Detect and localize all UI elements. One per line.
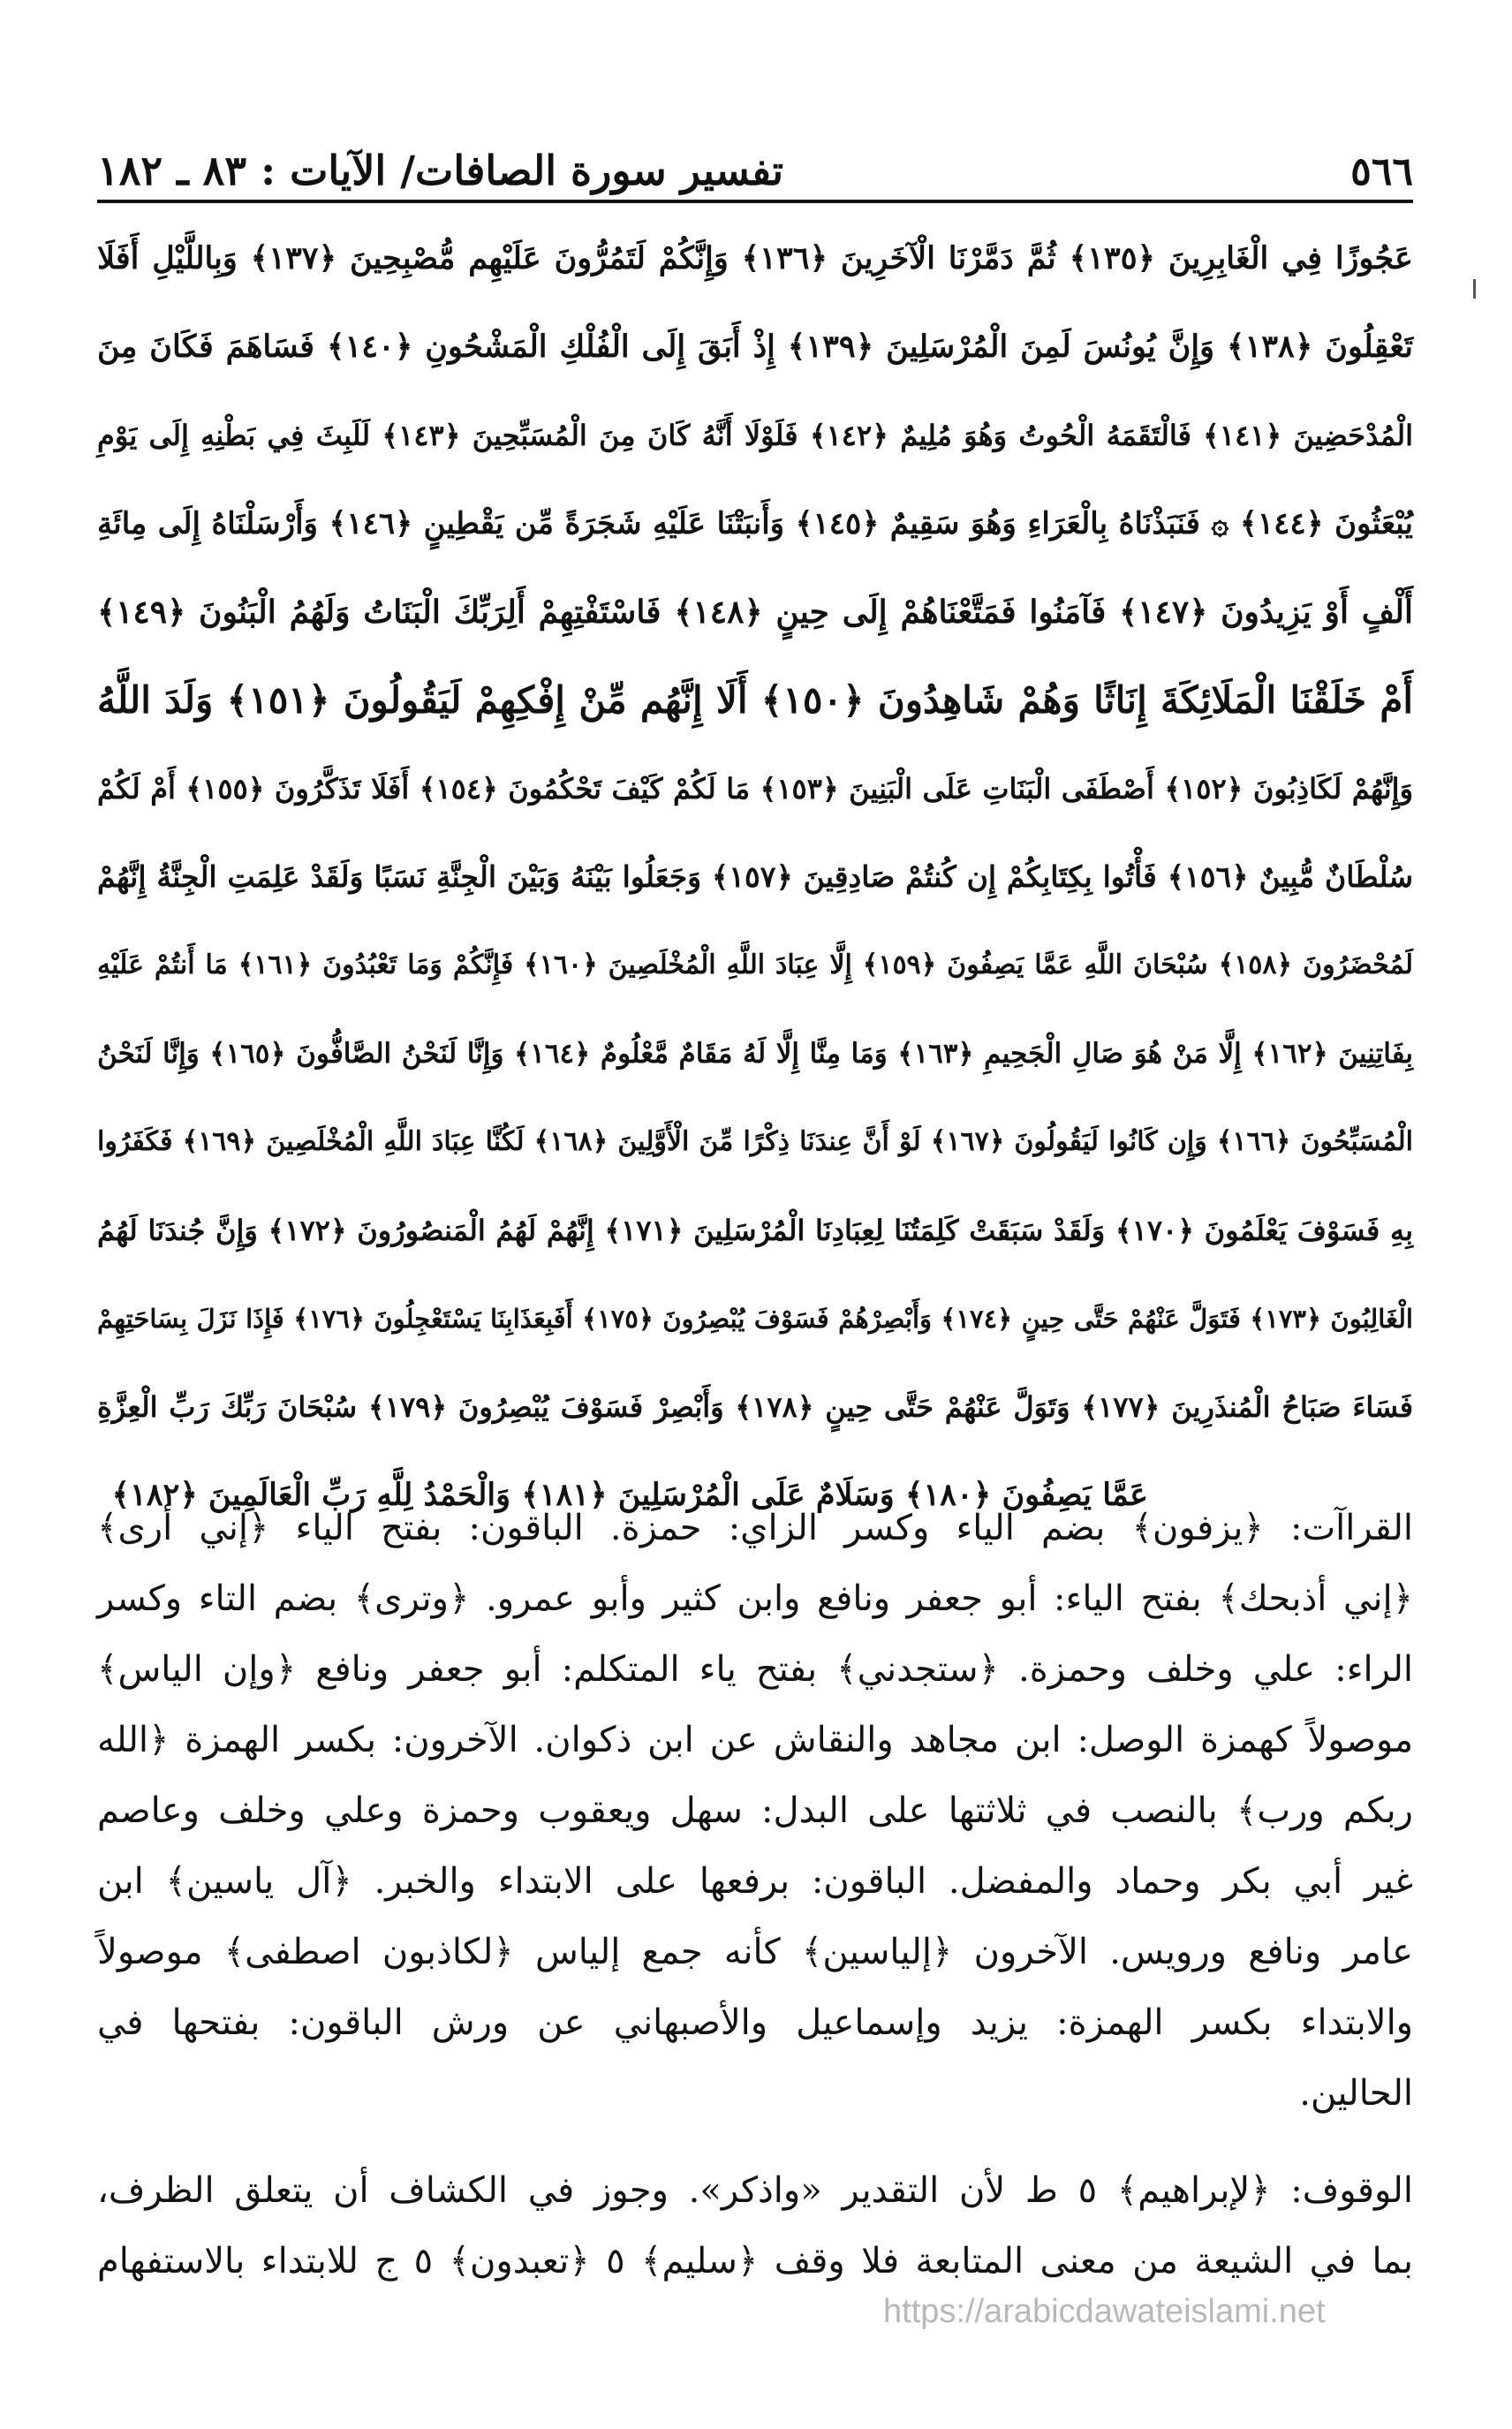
quran-line: أَلْفٍ أَوْ يَزِيدُونَ ﴿١٤٧﴾ فَآمَنُوا فَمَتَّعْنَاهُمْ إِلَى حِينٍ ﴿١٤٨﴾ فَاسْتَفْتِهِمْ أَلِرَبِّكَ الْبَنَاتُ وَلَهُمُ الْبَنُونَ ﴿١٤٩﴾ <box>97 594 1413 631</box>
qiraat-line: عامر ونافع ورويس. الآخرون ﴿إلياسين﴾ كأنه جمع إلياس ﴿لكاذبون اصطفى﴾ موصولاً <box>97 1932 1413 1972</box>
margin-mark <box>1473 279 1476 299</box>
quran-line: عَمَّا يَصِفُونَ ﴿١٨٠﴾ وَسَلَامٌ عَلَى الْمُرْسَلِينَ ﴿١٨١﴾ وَالْحَمْدُ لِلَّهِ رَبِّ الْعَالَمِينَ ﴿١٨٢﴾ <box>111 1477 1148 1513</box>
qiraat-line: الحالين. <box>1299 2073 1413 2114</box>
qiraat-line: الراء: علي وخلف وحمزة. ﴿ستجدني﴾ بفتح ياء المتكلم: أبو جعفر ونافع ﴿وإن الياس﴾ <box>97 1649 1413 1690</box>
quran-line: يُبْعَثُونَ ﴿١٤٤﴾ ۞ فَنَبَذْنَاهُ بِالْعَرَاءِ وَهُوَ سَقِيمٌ ﴿١٤٥﴾ وَأَنبَتْنَا عَلَيْهِ شَجَرَةً مِّن يَقْطِينٍ ﴿١٤٦﴾ وَأَرْسَلْنَاهُ إِلَى مِائَةِ <box>97 506 1413 541</box>
quran-line: الْغَالِبُونَ ﴿١٧٣﴾ فَتَوَلَّ عَنْهُمْ حَتَّى حِينٍ ﴿١٧٤﴾ وَأَبْصِرْهُمْ فَسَوْفَ يُبْصِرُونَ ﴿١٧٥﴾ أَفَبِعَذَابِنَا يَسْتَعْجِلُونَ ﴿١٧٦﴾ فَإِذَا نَزَلَ بِسَاحَتِهِمْ <box>97 1304 1413 1334</box>
qiraat-line: ربكم ورب﴾ بالنصب في ثلاثتها على البدل: سهل ويعقوب وحمزة وعلي وخلف وعاصم <box>97 1790 1413 1831</box>
quran-text-block <box>97 219 1413 1535</box>
quran-line: لَمُحْضَرُونَ ﴿١٥٨﴾ سُبْحَانَ اللَّهِ عَمَّا يَصِفُونَ ﴿١٥٩﴾ إِلَّا عِبَادَ اللَّهِ الْمُخْلَصِينَ ﴿١٦٠﴾ فَإِنَّكُمْ وَمَا تَعْبُدُونَ ﴿١٦١﴾ مَا أَنتُمْ عَلَيْهِ <box>97 950 1413 980</box>
page-number: ٥٦٦ <box>1350 149 1413 194</box>
paragraph-gap <box>97 2129 1413 2155</box>
running-title: تفسير سورة الصافات/ الآيات : ٨٣ ـ ١٨٢ <box>97 147 784 194</box>
quran-line: سُلْطَانٌ مُّبِينٌ ﴿١٥٦﴾ فَأْتُوا بِكِتَابِكُمْ إِن كُنتُمْ صَادِقِينَ ﴿١٥٧﴾ وَجَعَلُوا بَيْنَهُ وَبَيْنَ الْجِنَّةِ نَسَبًا وَلَقَدْ عَلِمَتِ الْجِنَّةُ إِنَّهُمْ <box>97 859 1413 894</box>
header-rule <box>97 200 1413 203</box>
page-header <box>97 132 1413 194</box>
qiraat-line: موصولاً كهمزة الوصل: ابن مجاهد والنقاش عن ابن ذكوان. الآخرون: بكسر الهمزة ﴿الله <box>97 1720 1413 1760</box>
quran-line: الْمُدْحَضِينَ ﴿١٤١﴾ فَالْتَقَمَهُ الْحُوتُ وَهُوَ مُلِيمٌ ﴿١٤٢﴾ فَلَوْلَا أَنَّهُ كَانَ مِنَ الْمُسَبِّحِينَ ﴿١٤٣﴾ لَلَبِثَ فِي بَطْنِهِ إِلَى يَوْمِ <box>97 419 1414 452</box>
watermark: https://arabicdawateislami.net <box>883 2293 1326 2330</box>
qiraat-line: ﴿إني أذبحك﴾ بفتح الياء: أبو جعفر ونافع وابن كثير وأبو عمرو. ﴿وترى﴾ بضم التاء وكسر <box>97 1578 1414 1619</box>
quran-line: أَمْ خَلَقْنَا الْمَلَائِكَةَ إِنَاثًا وَهُمْ شَاهِدُونَ ﴿١٥٠﴾ أَلَا إِنَّهُم مِّنْ إِفْكِهِمْ لَيَقُولُونَ ﴿١٥١﴾ وَلَدَ اللَّهُ <box>97 678 1413 722</box>
quran-line: تَعْقِلُونَ ﴿١٣٨﴾ وَإِنَّ يُونُسَ لَمِنَ الْمُرْسَلِينَ ﴿١٣٩﴾ إِذْ أَبَقَ إِلَى الْفُلْكِ الْمَشْحُونِ ﴿١٤٠﴾ فَسَاهَمَ فَكَانَ مِنَ <box>97 329 1413 365</box>
quran-line: بِهِ فَسَوْفَ يَعْلَمُونَ ﴿١٧٠﴾ وَلَقَدْ سَبَقَتْ كَلِمَتُنَا لِعِبَادِنَا الْمُرْسَلِينَ ﴿١٧١﴾ إِنَّهُمْ لَهُمُ الْمَنصُورُونَ ﴿١٧٢﴾ وَإِنَّ جُندَنَا لَهُمُ <box>97 1214 1414 1247</box>
qiraat-line: القراآت: ﴿يزفون﴾ بضم الياء وكسر الزاي: حمزة. الباقون: بفتح الياء ﴿إني أرى﴾ <box>97 1508 1413 1548</box>
waqf-line: بما في الشيعة من معنى المتابعة فلا وقف ﴿سليم﴾ ٥ ﴿تعبدون﴾ ٥ ج للابتداء بالاستفهام <box>97 2241 1414 2281</box>
quran-line: الْمُسَبِّحُونَ ﴿١٦٦﴾ وَإِن كَانُوا لَيَقُولُونَ ﴿١٦٧﴾ لَوْ أَنَّ عِندَنَا ذِكْرًا مِّنَ الْأَوَّلِينَ ﴿١٦٨﴾ لَكُنَّا عِبَادَ اللَّهِ الْمُخْلَصِينَ ﴿١٦٩﴾ فَكَفَرُوا <box>97 1126 1413 1157</box>
commentary-block <box>97 1493 1413 2297</box>
qiraat-line: غير أبي بكر وحماد والمفضل. الباقون: برفعها على الابتداء والخبر. ﴿آل ياسين﴾ ابن <box>97 1861 1413 1902</box>
quran-line: وَإِنَّهُمْ لَكَاذِبُونَ ﴿١٥٢﴾ أَصْطَفَى الْبَنَاتِ عَلَى الْبَنِينَ ﴿١٥٣﴾ مَا لَكُمْ كَيْفَ تَحْكُمُونَ ﴿١٥٤﴾ أَفَلَا تَذَكَّرُونَ ﴿١٥٥﴾ أَمْ لَكُمْ <box>97 772 1414 806</box>
quran-line: فَسَاءَ صَبَاحُ الْمُنذَرِينَ ﴿١٧٧﴾ وَتَوَلَّ عَنْهُمْ حَتَّى حِينٍ ﴿١٧٨﴾ وَأَبْصِرْ فَسَوْفَ يُبْصِرُونَ ﴿١٧٩﴾ سُبْحَانَ رَبِّكَ رَبِّ الْعِزَّةِ <box>97 1390 1414 1424</box>
waqf-line: الوقوف: ﴿لإبراهيم﴾ ٥ ط لأن التقدير «واذكر». وجوز في الكشاف أن يتعلق الظرف، <box>97 2170 1413 2211</box>
qiraat-line: والابتداء بكسر الهمزة: يزيد وإسماعيل والأصبهاني عن ورش الباقون: بفتحها في <box>97 2002 1413 2043</box>
quran-line: عَجُوزًا فِي الْغَابِرِينَ ﴿١٣٥﴾ ثُمَّ دَمَّرْنَا الْآخَرِينَ ﴿١٣٦﴾ وَإِنَّكُمْ لَتَمُرُّونَ عَلَيْهِم مُّصْبِحِينَ ﴿١٣٧﴾ وَبِاللَّيْلِ أَفَلَا <box>97 240 1414 276</box>
quran-line: بِفَاتِنِينَ ﴿١٦٢﴾ إِلَّا مَنْ هُوَ صَالِ الْجَحِيمِ ﴿١٦٣﴾ وَمَا مِنَّا إِلَّا لَهُ مَقَامٌ مَّعْلُومٌ ﴿١٦٤﴾ وَإِنَّا لَنَحْنُ الصَّافُّونَ ﴿١٦٥﴾ وَإِنَّا لَنَحْنُ <box>97 1038 1413 1070</box>
